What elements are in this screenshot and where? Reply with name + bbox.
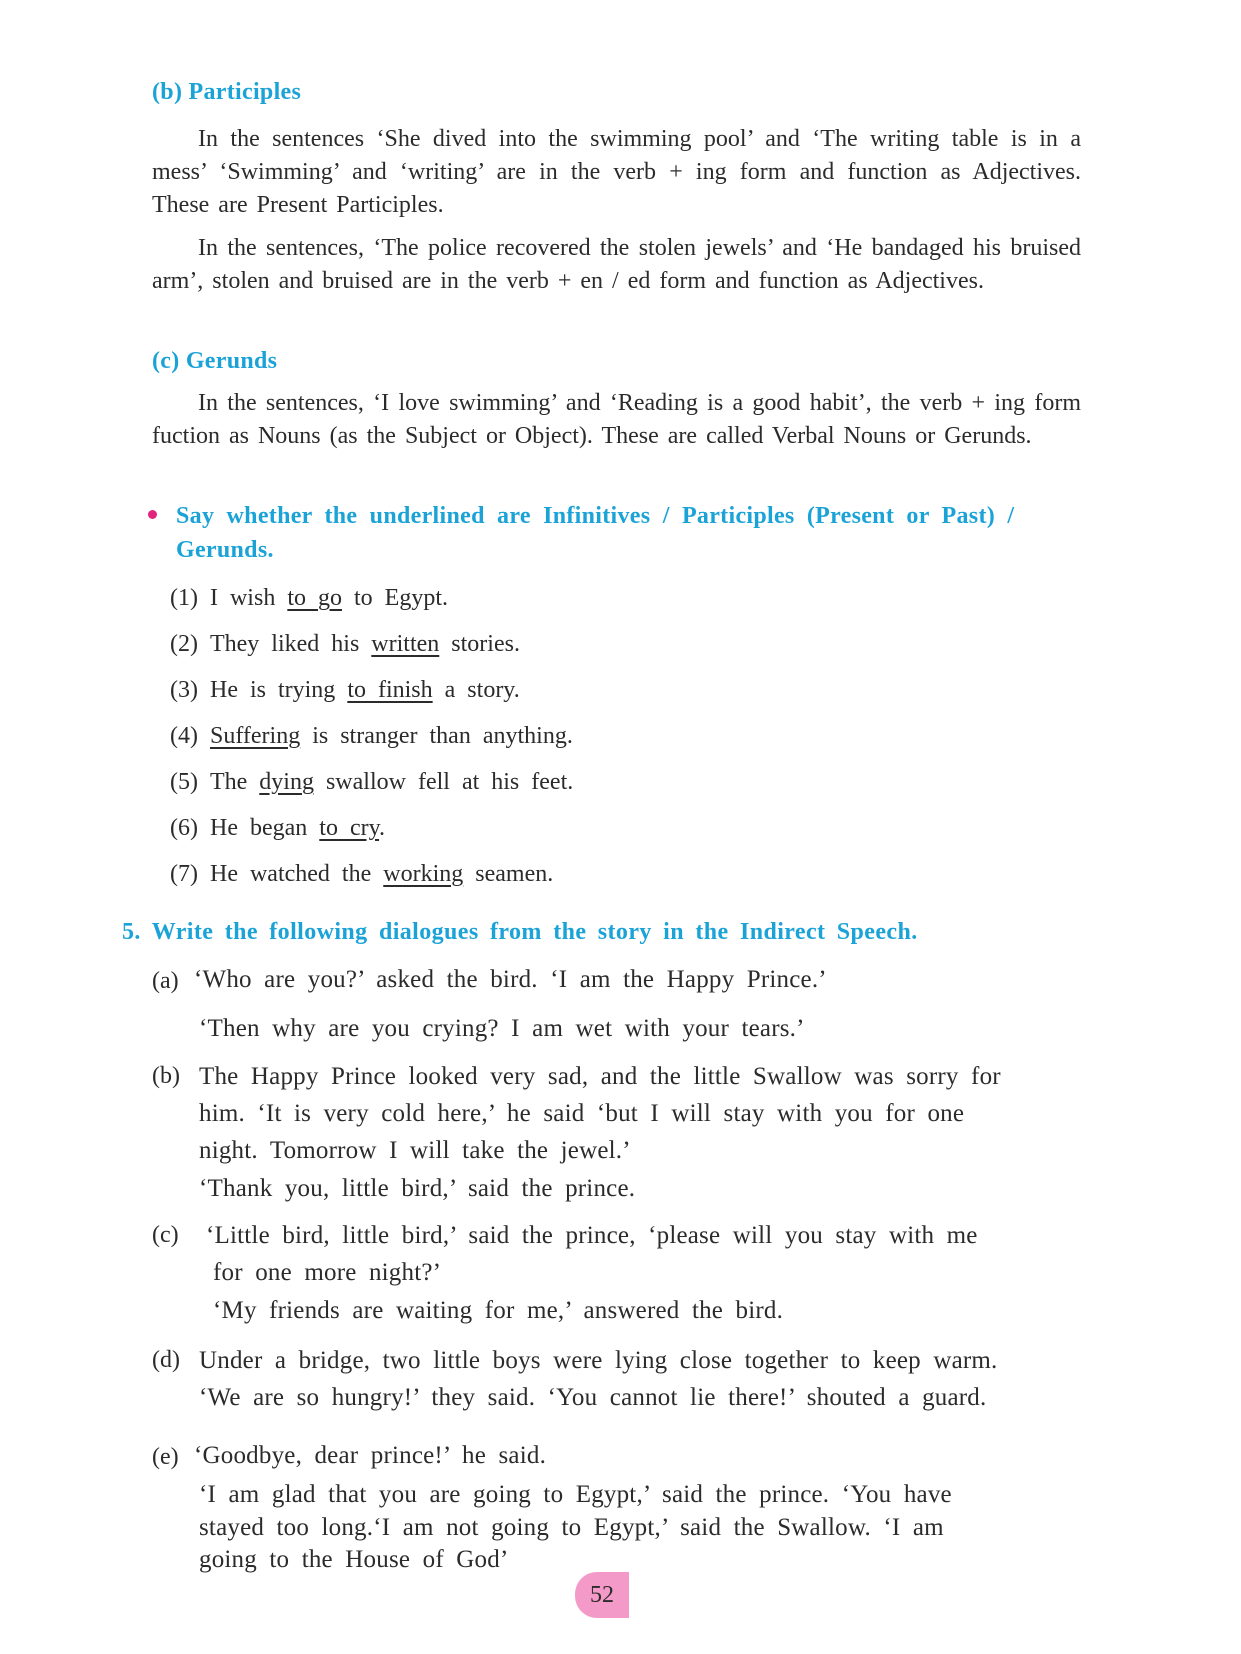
exercise-item-text: He watched the bbox=[209, 861, 384, 887]
exercise-item-number: (7) bbox=[170, 861, 198, 887]
exercise-item-number: (2) bbox=[170, 631, 198, 657]
exercise-item-text: swallow fell at his feet. bbox=[313, 769, 574, 795]
dialogue-b-line-1: The Happy Prince looked very sad, and the little Swallow was sorry for bbox=[199, 1063, 1001, 1090]
exercise-item bbox=[170, 585, 448, 612]
bullet-icon bbox=[148, 510, 157, 519]
underlined-phrase: dying bbox=[259, 769, 314, 795]
exercise-item-text: is stranger than anything. bbox=[300, 723, 573, 749]
exercise-item-number: (4) bbox=[170, 723, 198, 749]
dialogue-e-line-2: ‘I am glad that you are going to Egypt,’ said the prince. ‘You have bbox=[199, 1481, 952, 1508]
exercise-item-text: stories. bbox=[439, 631, 520, 657]
exercise-item-number: (3) bbox=[170, 677, 198, 703]
participles-paragraph-1: In the sentences ‘She dived into the swimming pool’ and ‘The writing table is in a mess’ ‘Swimming’ and ‘writing’ are in the verb + ing form and function as Adjectives. These are Present Participles. bbox=[152, 126, 1081, 218]
exercise-item-number: (6) bbox=[170, 815, 198, 841]
dialogue-label-b: (b) bbox=[152, 1063, 180, 1089]
exercise-instruction-line-1: Say whether the underlined are Infinitives / Participles (Present or Past) / bbox=[176, 503, 1015, 529]
dialogue-c-line-3: ‘My friends are waiting for me,’ answered the bird. bbox=[213, 1297, 784, 1324]
dialogue-c-line-1: ‘Little bird, little bird,’ said the prince, ‘please will you stay with me bbox=[206, 1222, 978, 1249]
exercise-item bbox=[170, 723, 573, 750]
dialogue-d-line-2: ‘We are so hungry!’ they said. ‘You cannot lie there!’ shouted a guard. bbox=[199, 1384, 987, 1411]
exercise-item-text: The bbox=[209, 769, 260, 795]
exercise-instruction-line-2: Gerunds. bbox=[176, 537, 274, 563]
dialogue-b-line-3: night. Tomorrow I will take the jewel.’ bbox=[199, 1137, 631, 1164]
exercise-item-text: . bbox=[379, 815, 386, 841]
exercise-item bbox=[170, 769, 573, 796]
underlined-phrase: Suffering bbox=[209, 723, 301, 749]
dialogue-e-line-1: ‘Goodbye, dear prince!’ he said. bbox=[194, 1442, 547, 1469]
exercise-item-text: I wish bbox=[209, 585, 288, 611]
dialogue-e-line-3: stayed too long.‘I am not going to Egypt,’ said the Swallow. ‘I am bbox=[199, 1514, 944, 1541]
dialogue-e-line-4: going to the House of God’ bbox=[199, 1546, 509, 1573]
exercise-item-text: seamen. bbox=[463, 861, 554, 887]
exercise-item-text: a story. bbox=[432, 677, 520, 703]
underlined-phrase: to cry bbox=[319, 815, 380, 841]
question-5-heading: 5. Write the following dialogues from the story in the Indirect Speech. bbox=[122, 919, 918, 945]
dialogue-a-line-2: ‘Then why are you crying? I am wet with your tears.’ bbox=[199, 1015, 805, 1042]
exercise-item bbox=[170, 631, 520, 658]
exercise-item-text: They liked his bbox=[209, 631, 372, 657]
underlined-phrase: working bbox=[383, 861, 464, 887]
participles-paragraph-2: In the sentences, ‘The police recovered the stolen jewels’ and ‘He bandaged his bruised arm’, stolen and bruised are in the verb + en / ed form and function as Adjectives. bbox=[152, 235, 1081, 294]
exercise-item-text: He began bbox=[209, 815, 320, 841]
underlined-phrase: to go bbox=[287, 585, 342, 611]
page-number-badge: 52 bbox=[575, 1572, 629, 1618]
exercise-item bbox=[170, 677, 520, 704]
underlined-phrase: written bbox=[371, 631, 440, 657]
dialogue-b-line-4: ‘Thank you, little bird,’ said the prince. bbox=[199, 1175, 636, 1202]
dialogue-b-line-2: him. ‘It is very cold here,’ he said ‘but I will stay with you for one bbox=[199, 1100, 965, 1127]
exercise-item bbox=[170, 861, 553, 888]
dialogue-c-line-2: for one more night?’ bbox=[213, 1259, 442, 1286]
dialogue-a-line-1: ‘Who are you?’ asked the bird. ‘I am the Happy Prince.’ bbox=[194, 966, 827, 993]
exercise-item-text: to Egypt. bbox=[342, 585, 448, 611]
dialogue-label-c: (c) bbox=[152, 1222, 179, 1248]
gerunds-paragraph: In the sentences, ‘I love swimming’ and ‘Reading is a good habit’, the verb + ing form fuction as Nouns (as the Subject or Object). These are called Verbal Nouns or Gerunds. bbox=[152, 390, 1081, 449]
exercise-item-number: (5) bbox=[170, 769, 198, 795]
dialogue-d-line-1: Under a bridge, two little boys were lying close together to keep warm. bbox=[199, 1347, 998, 1374]
dialogue-label-e: (e) bbox=[152, 1444, 179, 1470]
dialogue-label-d: (d) bbox=[152, 1347, 180, 1373]
exercise-item-text: He is trying bbox=[209, 677, 348, 703]
section-heading-gerunds: (c) Gerunds bbox=[152, 348, 278, 374]
underlined-phrase: to finish bbox=[347, 677, 433, 703]
section-heading-participles: (b) Participles bbox=[152, 79, 302, 105]
exercise-item-number: (1) bbox=[170, 585, 198, 611]
dialogue-label-a: (a) bbox=[152, 968, 179, 994]
exercise-item bbox=[170, 815, 385, 842]
